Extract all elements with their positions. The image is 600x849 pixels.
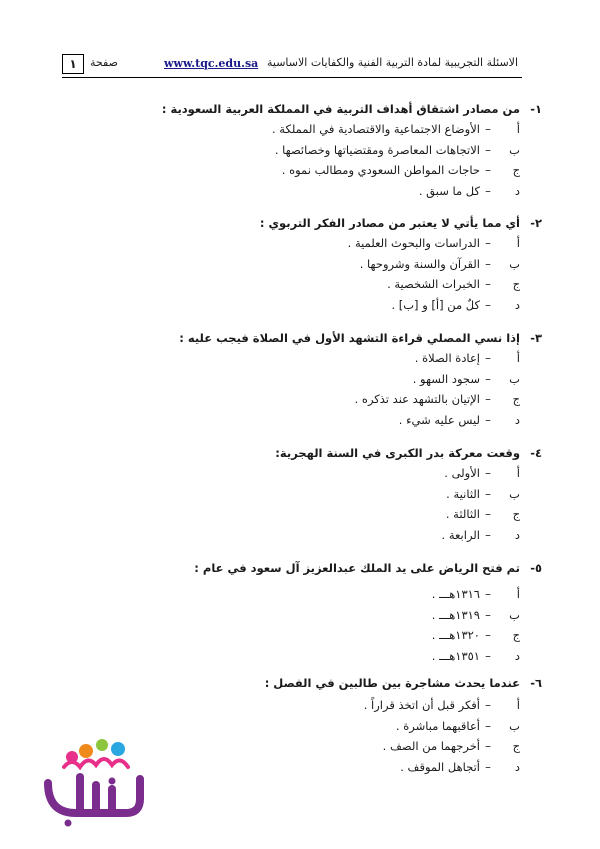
option-text: ١٣١٩هـــ .: [431, 607, 480, 622]
option-b[interactable]: ب – أعاقبهما مباشرة .: [395, 718, 520, 733]
option-text: أعاقبهما مباشرة .: [395, 718, 480, 733]
logo-figure-head-green: [96, 739, 108, 751]
question-5: [62, 561, 542, 669]
option-d[interactable]: د – ١٣٥١هـــ .: [431, 648, 520, 663]
logo-figure-head-blue: [111, 742, 125, 756]
header-url-link[interactable]: www.tqc.edu.sa: [164, 57, 259, 70]
option-d[interactable]: د – ليس عليه شيء .: [398, 412, 520, 427]
option-text: أخرجهما من الصف .: [382, 739, 480, 753]
option-letter: ب: [509, 142, 520, 157]
question-4: [62, 446, 542, 548]
option-c[interactable]: ج – الثالثة .: [445, 507, 520, 521]
question-number: ٣-: [530, 331, 542, 345]
option-text: الأولى .: [444, 466, 480, 480]
header-divider: [62, 77, 522, 78]
option-letter: أ: [516, 122, 520, 136]
option-letter: د: [514, 297, 520, 312]
question-text: أي مما يأتي لا يعتبر من مصادر الفكر التربوي :: [259, 216, 520, 230]
option-letter: ج: [512, 163, 520, 177]
option-c[interactable]: ج – الإتيان بالتشهد عند تذكره .: [354, 392, 520, 406]
option-letter: ج: [512, 739, 520, 753]
option-letter: ب: [509, 718, 520, 733]
option-text: ١٣٥١هـــ .: [431, 648, 480, 663]
option-b[interactable]: ب – سجود السهو .: [412, 371, 520, 386]
question-number: ١-: [530, 102, 542, 116]
page-number-box: ١: [62, 54, 84, 74]
option-text: القرآن والسنة وشروحها .: [359, 256, 480, 271]
option-text: إعادة الصلاة .: [414, 351, 480, 365]
question-text: من مصادر اشتقاق أهداف التربية في المملكة العربية السعودية :: [161, 102, 520, 116]
option-a[interactable]: أ – الأوضاع الاجتماعية والاقتصادية في المملكة .: [272, 122, 520, 136]
options-list: [62, 587, 542, 669]
option-letter: ج: [512, 277, 520, 291]
option-d[interactable]: د – أتجاهل الموقف .: [400, 759, 520, 774]
option-d[interactable]: د – كل ما سبق .: [418, 183, 520, 198]
logo-figure-arms: [64, 759, 128, 767]
option-text: الاتجاهات المعاصرة ومقتضياتها وخصائصها .: [274, 142, 480, 157]
option-letter: د: [514, 183, 520, 198]
question-text: عندما يحدث مشاجرة بين طالبين في الفصل :: [264, 676, 520, 690]
question-number: ٥-: [530, 561, 542, 575]
option-text: الخبرات الشخصية .: [387, 277, 480, 291]
option-text: الثانية .: [446, 486, 480, 501]
option-letter: ج: [512, 628, 520, 642]
question-2: [62, 216, 542, 318]
question-3: [62, 331, 542, 433]
option-text: الثالثة .: [445, 507, 480, 521]
option-text: حاجات المواطن السعودي ومطالب نموه .: [281, 163, 480, 177]
option-a[interactable]: أ – الدراسات والبحوث العلمية .: [347, 236, 520, 250]
option-text: ١٣١٦هـــ .: [431, 587, 480, 601]
header-title: الاسئلة التجريبية لمادة التربية الفنية والكفايات الاساسية: [267, 56, 518, 69]
option-b[interactable]: ب – الاتجاهات المعاصرة ومقتضياتها وخصائصها .: [274, 142, 520, 157]
option-letter: ج: [512, 507, 520, 521]
option-letter: د: [514, 648, 520, 663]
option-text: ليس عليه شيء .: [398, 412, 480, 427]
option-text: كلٌ من [أ] و [ب] .: [391, 297, 480, 312]
option-text: سجود السهو .: [412, 371, 480, 386]
options-list: [62, 351, 542, 433]
page-header: [62, 54, 522, 76]
option-d[interactable]: د – الرابعة .: [441, 527, 520, 542]
page-label: صفحة: [90, 56, 118, 69]
options-list: [62, 122, 542, 204]
option-b[interactable]: ب – القرآن والسنة وشروحها .: [359, 256, 520, 271]
option-letter: د: [514, 412, 520, 427]
option-b[interactable]: ب – ١٣١٩هـــ .: [431, 607, 520, 622]
option-a[interactable]: أ – ١٣١٦هـــ .: [431, 587, 520, 601]
question-1: [62, 102, 542, 204]
option-letter: أ: [516, 351, 520, 365]
option-text: الرابعة .: [441, 527, 480, 542]
option-letter: ب: [509, 371, 520, 386]
question-number: ٢-: [530, 216, 542, 230]
option-letter: د: [514, 759, 520, 774]
option-letter: أ: [516, 236, 520, 250]
option-c[interactable]: ج – حاجات المواطن السعودي ومطالب نموه .: [281, 163, 520, 177]
option-letter: ب: [509, 607, 520, 622]
option-text: ١٣٢٠هـــ .: [431, 628, 480, 642]
options-list: [62, 236, 542, 318]
logo-dot: [109, 778, 116, 785]
question-text: إذا نسي المصلي قراءة التشهد الأول في الصلاة فيجب عليه :: [179, 331, 520, 345]
option-text: أتجاهل الموقف .: [400, 759, 480, 774]
options-list: [62, 466, 542, 548]
option-text: الإتيان بالتشهد عند تذكره .: [354, 392, 480, 406]
question-text: تم فتح الرياض على يد الملك عبدالعزيز آل سعود في عام :: [194, 561, 520, 575]
question-text: وقعت معركة بدر الكبرى في السنة الهجرية:: [275, 446, 520, 460]
option-text: كل ما سبق .: [418, 183, 480, 198]
option-text: الدراسات والبحوث العلمية .: [347, 236, 480, 250]
option-a[interactable]: أ – إعادة الصلاة .: [414, 351, 520, 365]
option-d[interactable]: د – كلٌ من [أ] و [ب] .: [391, 297, 520, 312]
option-a[interactable]: أ – الأولى .: [444, 466, 520, 480]
option-letter: ب: [509, 486, 520, 501]
option-b[interactable]: ب – الثانية .: [446, 486, 520, 501]
option-letter: أ: [516, 698, 520, 712]
option-letter: ج: [512, 392, 520, 406]
option-text: الأوضاع الاجتماعية والاقتصادية في المملكة .: [272, 122, 480, 136]
option-c[interactable]: ج – ١٣٢٠هـــ .: [431, 628, 520, 642]
option-letter: د: [514, 527, 520, 542]
option-c[interactable]: ج – الخبرات الشخصية .: [387, 277, 520, 291]
option-c[interactable]: ج – أخرجهما من الصف .: [382, 739, 520, 753]
option-a[interactable]: أ – أفكر قبل أن اتخذ قراراً .: [363, 698, 520, 712]
option-letter: أ: [516, 587, 520, 601]
question-number: ٤-: [530, 446, 542, 460]
logo-figure-head-orange: [79, 744, 93, 758]
option-text: أفكر قبل أن اتخذ قراراً .: [363, 698, 480, 712]
option-letter: أ: [516, 466, 520, 480]
question-number: ٦-: [530, 676, 542, 690]
talabuna-logo: [34, 733, 152, 829]
logo-dot: [65, 820, 72, 827]
option-letter: ب: [509, 256, 520, 271]
